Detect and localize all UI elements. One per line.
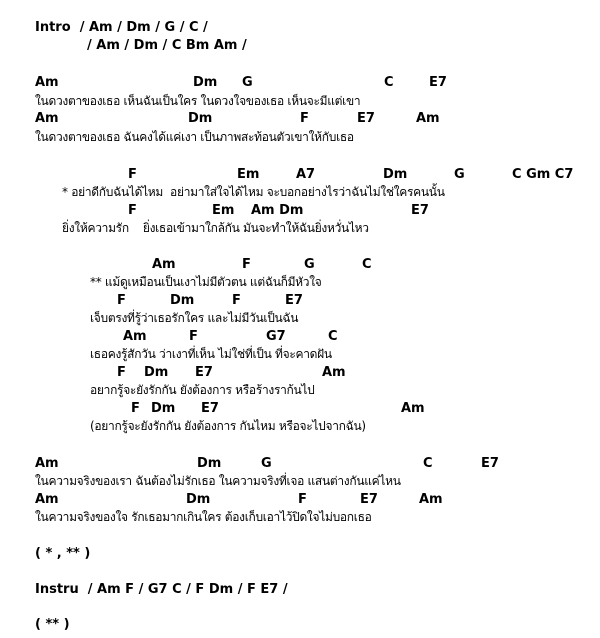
chord: C Gm C7 (512, 167, 574, 182)
chord: Dm (193, 75, 218, 90)
lyric-line: (อยากรู้จะยังรักกัน ยังต้องการ กันไหม หรือจะไปจากฉัน) (90, 419, 366, 433)
chord: Am (401, 401, 425, 416)
chord: G (242, 75, 253, 90)
chord: F (117, 293, 126, 308)
chord: Dm (197, 456, 222, 471)
chord: Am (152, 257, 176, 272)
chord: E7 (360, 492, 378, 507)
chord: Dm (151, 401, 176, 416)
lyric-line: เจ็บตรงที่รู้ว่าเธอรักใคร และไม่มีวันเป็นฉัน (90, 311, 299, 325)
chord: Em (212, 203, 235, 218)
repeat-marker: ( ** ) (35, 617, 70, 632)
repeat-marker: ( * , ** ) (35, 546, 91, 561)
chord: A7 (296, 167, 316, 182)
chord: Am (123, 329, 147, 344)
chord: F (131, 401, 140, 416)
chord: F (189, 329, 198, 344)
chord: C (328, 329, 338, 344)
chord: Am (416, 111, 440, 126)
chord: Am (35, 492, 59, 507)
chord: F (232, 293, 241, 308)
chord: F (242, 257, 251, 272)
lyric-line: อยากรู้จะยังรักกัน ยังต้องการ หรือร้างราก้นไป (90, 383, 315, 397)
chord: Dm (188, 111, 213, 126)
chord: Am Dm (251, 203, 304, 218)
chord: C (423, 456, 433, 471)
lyric-line: ในความจริงของใจ รักเธอมากเกินใคร ต้องเก็บเอาไว้ปิดใจไม่บอกเธอ (35, 510, 372, 524)
chord: Dm (144, 365, 169, 380)
chord: F (117, 365, 126, 380)
instru-line: Instru / Am F / G7 C / F Dm / F E7 / (35, 582, 288, 597)
chord: Dm (170, 293, 195, 308)
chord: Am (322, 365, 346, 380)
chord: G (261, 456, 272, 471)
chord: Dm (383, 167, 408, 182)
chord: E7 (285, 293, 303, 308)
chord: F (300, 111, 309, 126)
chord: C (362, 257, 372, 272)
chord: F (128, 203, 137, 218)
chord: G7 (266, 329, 286, 344)
intro-line-1: Intro / Am / Dm / G / C / (35, 20, 208, 35)
chord: F (298, 492, 307, 507)
chord: G (454, 167, 465, 182)
chord: E7 (481, 456, 499, 471)
lyric-line: * อย่าดีกับฉันได้ไหม อย่ามาใส่ใจได้ไหม จะบอกอย่างไรว่าฉันไม่ใช่ใครคนนั้น (62, 185, 445, 199)
chord: Am (35, 75, 59, 90)
chord: E7 (201, 401, 219, 416)
lyric-line: ยิ่งให้ความรัก ยิ่งเธอเข้ามาใกล้กัน มันจะทำให้ฉันยิ่งหวั่นไหว (62, 221, 369, 235)
lyric-line: ในดวงตาของเธอ ฉันคงได้แค่เงา เป็นภาพสะท้อนตัวเขาให้กับเธอ (35, 130, 354, 144)
chord: Am (35, 111, 59, 126)
chord: Am (35, 456, 59, 471)
chord: E7 (429, 75, 447, 90)
chord: Am (419, 492, 443, 507)
chord: F (128, 167, 137, 182)
lyric-line: เธอคงรู้สักวัน ว่าเงาที่เห็น ไม่ใช่ที่เป็น ที่จะคาดฝัน (90, 347, 332, 361)
chord: C (384, 75, 394, 90)
lyric-line: ในดวงตาของเธอ เห็นฉันเป็นใคร ในดวงใจของเธอ เห็นจะมีแต่เขา (35, 94, 361, 108)
chord: Em (237, 167, 260, 182)
lyric-line: ** แม้ดูเหมือนเป็นเงาไม่มีตัวตน แต่ฉันก็มีหัวใจ (90, 275, 322, 289)
lyric-line: ในความจริงของเรา ฉันต้องไม่รักเธอ ในความจริงที่เจอ แสนต่างกันแค่ไหน (35, 474, 401, 488)
chord: Dm (186, 492, 211, 507)
chord: E7 (195, 365, 213, 380)
chord: E7 (411, 203, 429, 218)
chord: E7 (357, 111, 375, 126)
chord: G (304, 257, 315, 272)
intro-line-2: / Am / Dm / C Bm Am / (87, 38, 247, 53)
